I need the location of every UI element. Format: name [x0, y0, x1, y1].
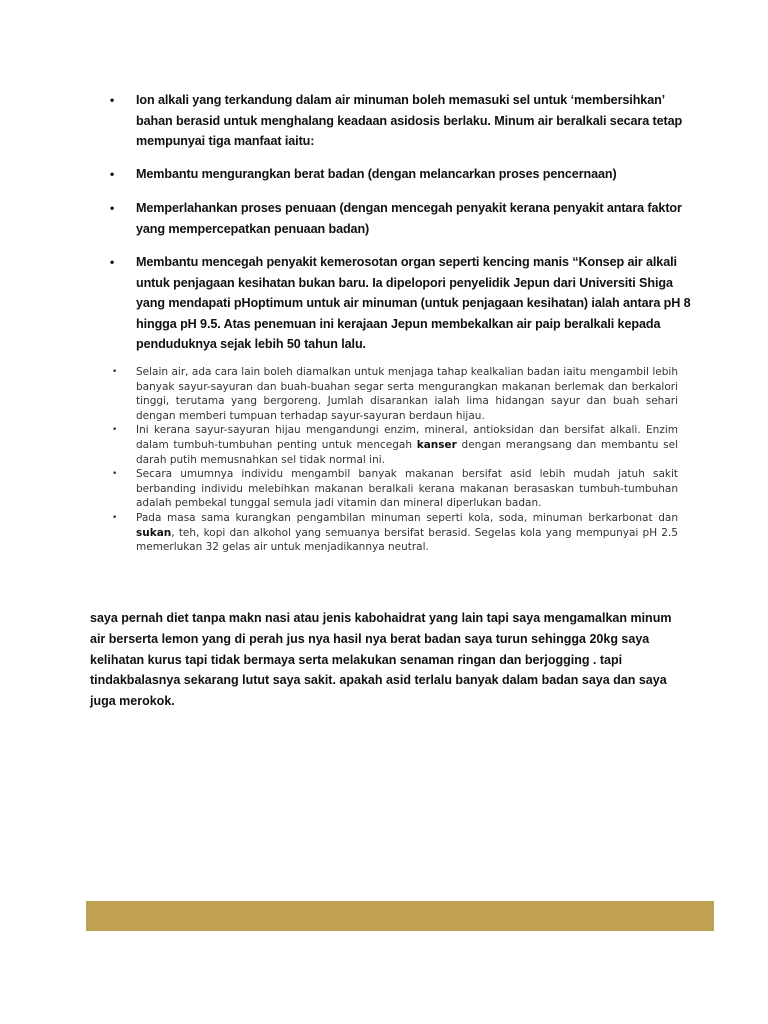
comment-paragraph: saya pernah diet tanpa makn nasi atau jenis kabohaidrat yang lain tapi saya mengamalkan minum air berserta lemon yang di perah jus nya hasil nya berat badan saya turun sehingga 20kg saya kelihatan kurus tapi tidak bermaya serta melakukan senaman ringan dan berjogging . tapi tindakbalasnya sekarang lutut saya sakit. apakah asid terlalu banyak dalam badan saya dan saya juga merokok. — [90, 611, 672, 709]
list-item: • Membantu mencegah penyakit kemerosotan organ seperti kencing manis “Konsep air alkali untuk penjagaan kesihatan bukan baru. Ia dipelopori penyelidik Jepun dari Universiti Shiga yang mendapati pHoptimum untuk air minuman (untuk penjagaan kesihatan) ialah antara pH 8 hingga pH 9.5. Atas penemuan ini kerajaan Jepun membekalkan air paip beralkali kepada penduduknya sejak lebih 50 tahun lalu. — [108, 252, 698, 355]
footer-bar — [86, 901, 714, 931]
regular-bullet-list — [108, 365, 678, 555]
bold-bullet-list — [108, 90, 698, 370]
list-item: • Pada masa sama kurangkan pengambilan minuman seperti kola, soda, minuman berkarbonat dan sukan, teh, kopi dan alkohol yang semuanya bersifat berasid. Segelas kola yang mempunyai pH 2.5 memerlukan 32 gelas air untuk menjadikannya neutral. — [108, 511, 678, 555]
list-item: • Selain air, ada cara lain boleh diamalkan untuk menjaga tahap kealkalian badan iaitu mengambil lebih banyak sayur-sayuran dan buah-buahan segar serta mengurangkan makanan berlemak dan berkalori tinggi, terutama yang bergoreng. Jumlah disarankan ialah lima hidangan sayur dan buah sehari dengan memberi tumpuan terhadap sayur-sayuran berdaun hijau. — [108, 365, 678, 423]
keyword-sukan: sukan — [136, 526, 172, 539]
keyword-kanser: kanser — [416, 438, 457, 451]
list-item: • Membantu mengurangkan berat badan (dengan melancarkan proses pencernaan) — [108, 164, 698, 185]
list-item: • Ion alkali yang terkandung dalam air minuman boleh memasuki sel untuk ‘membersihkan’ bahan berasid untuk menghalang keadaan asidosis berlaku. Minum air beralkali secara tetap mempunyai tiga manfaat iaitu: — [108, 90, 698, 152]
list-item: • Memperlahankan proses penuaan (dengan mencegah penyakit kerana penyakit antara faktor yang mempercepatkan penuaan badan) — [108, 198, 698, 239]
list-item: • Secara umumnya individu mengambil banyak makanan bersifat asid lebih mudah jatuh sakit berbanding individu melebihkan makanan beralkali kerana makanan berasaskan tumbuh-tumbuhan adalah pembekal tunggal semula jadi vitamin dan mineral diperlukan badan. — [108, 467, 678, 511]
list-item: • Ini kerana sayur-sayuran hijau mengandungi enzim, mineral, antioksidan dan bersifat alkali. Enzim dalam tumbuh-tumbuhan penting untuk mencegah kanser dengan merangsang dan membantu sel darah putih memusnahkan sel tidak normal ini. — [108, 423, 678, 467]
